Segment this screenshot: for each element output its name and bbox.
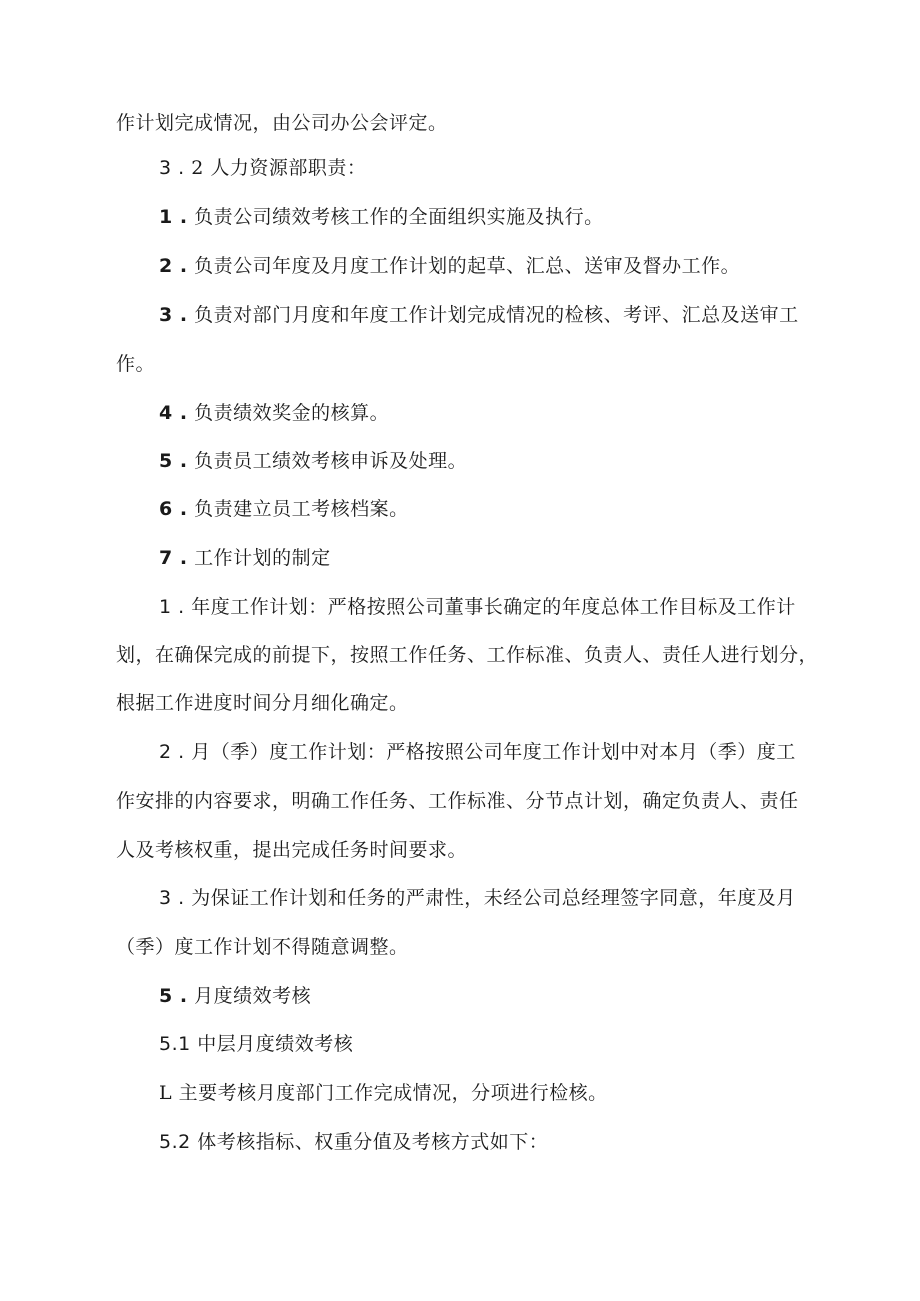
line-text: 作安排的内容要求，明确工作任务、工作标准、分节点计划，确定负责人、责任 xyxy=(116,790,799,812)
line-text: 2 人力资源部职责： xyxy=(191,157,367,179)
line-number: 4 . xyxy=(159,402,188,424)
line-text: 月（季）度工作计划：严格按照公司年度工作计划中对本月（季）度工 xyxy=(191,741,796,763)
line-number: 3 . xyxy=(159,157,185,179)
line-number: 7 . xyxy=(159,547,188,569)
subsection-heading xyxy=(159,1032,353,1056)
paragraph-line xyxy=(159,1081,608,1105)
paragraph-line xyxy=(116,789,799,813)
line-number: 5 . xyxy=(159,450,188,472)
list-item xyxy=(159,254,740,278)
line-text: 中层月度绩效考核 xyxy=(197,1033,354,1055)
list-item xyxy=(159,886,796,910)
line-number: 3 . xyxy=(159,887,185,909)
line-text: 根据工作进度时间分月细化确定。 xyxy=(116,692,409,714)
line-number: 5.1 xyxy=(159,1033,191,1055)
paragraph-line xyxy=(116,111,448,135)
line-number: 2 . xyxy=(159,255,188,277)
subsection-heading xyxy=(159,1130,548,1154)
line-text: 体考核指标、权重分值及考核方式如下： xyxy=(197,1131,549,1153)
line-text: L 主要考核月度部门工作完成情况，分项进行检核。 xyxy=(159,1082,608,1104)
line-number: 6 . xyxy=(159,498,188,520)
line-text: 年度工作计划：严格按照公司董事长确定的年度总体工作目标及工作计 xyxy=(191,596,796,618)
list-item xyxy=(159,449,467,473)
line-number: 2 . xyxy=(159,741,185,763)
line-number: 1 . xyxy=(159,596,185,618)
line-text: 负责对部门月度和年度工作计划完成情况的检核、考评、汇总及送审工 xyxy=(194,304,799,326)
line-text: 作计划完成情况，由公司办公会评定。 xyxy=(116,112,448,134)
line-number: 5 . xyxy=(159,985,188,1007)
line-number: 5.2 xyxy=(159,1131,191,1153)
list-item xyxy=(159,740,796,764)
line-text: 为保证工作计划和任务的严肃性，未经公司总经理签字同意，年度及月 xyxy=(191,887,796,909)
list-item xyxy=(159,401,389,425)
line-number: 1 . xyxy=(159,206,188,228)
paragraph-line xyxy=(116,935,409,959)
line-text: 月度绩效考核 xyxy=(194,985,312,1007)
line-number: 3 . xyxy=(159,304,188,326)
list-item xyxy=(159,595,796,619)
paragraph-line xyxy=(116,643,818,667)
list-item xyxy=(159,303,799,327)
line-text: 负责员工绩效考核申诉及处理。 xyxy=(194,450,468,472)
list-item xyxy=(159,205,604,229)
section-heading xyxy=(159,156,366,180)
line-text: 负责公司绩效考核工作的全面组织实施及执行。 xyxy=(194,206,604,228)
line-text: 作。 xyxy=(116,353,156,375)
line-text: 人及考核权重，提出完成任务时间要求。 xyxy=(116,839,468,861)
paragraph-line xyxy=(116,838,467,862)
line-text: 工作计划的制定 xyxy=(194,547,331,569)
section-heading xyxy=(159,984,311,1008)
section-heading xyxy=(159,546,331,570)
line-text: 负责公司年度及月度工作计划的起草、汇总、送审及督办工作。 xyxy=(194,255,741,277)
paragraph-line xyxy=(116,691,409,715)
line-text: 负责绩效奖金的核算。 xyxy=(194,402,390,424)
line-text: 负责建立员工考核档案。 xyxy=(194,498,409,520)
list-item xyxy=(159,497,409,521)
paragraph-line xyxy=(116,352,155,376)
line-text: （季）度工作计划不得随意调整。 xyxy=(116,936,409,958)
line-text: 划，在确保完成的前提下，按照工作任务、工作标准、负责人、责任人进行划分， xyxy=(116,644,819,666)
